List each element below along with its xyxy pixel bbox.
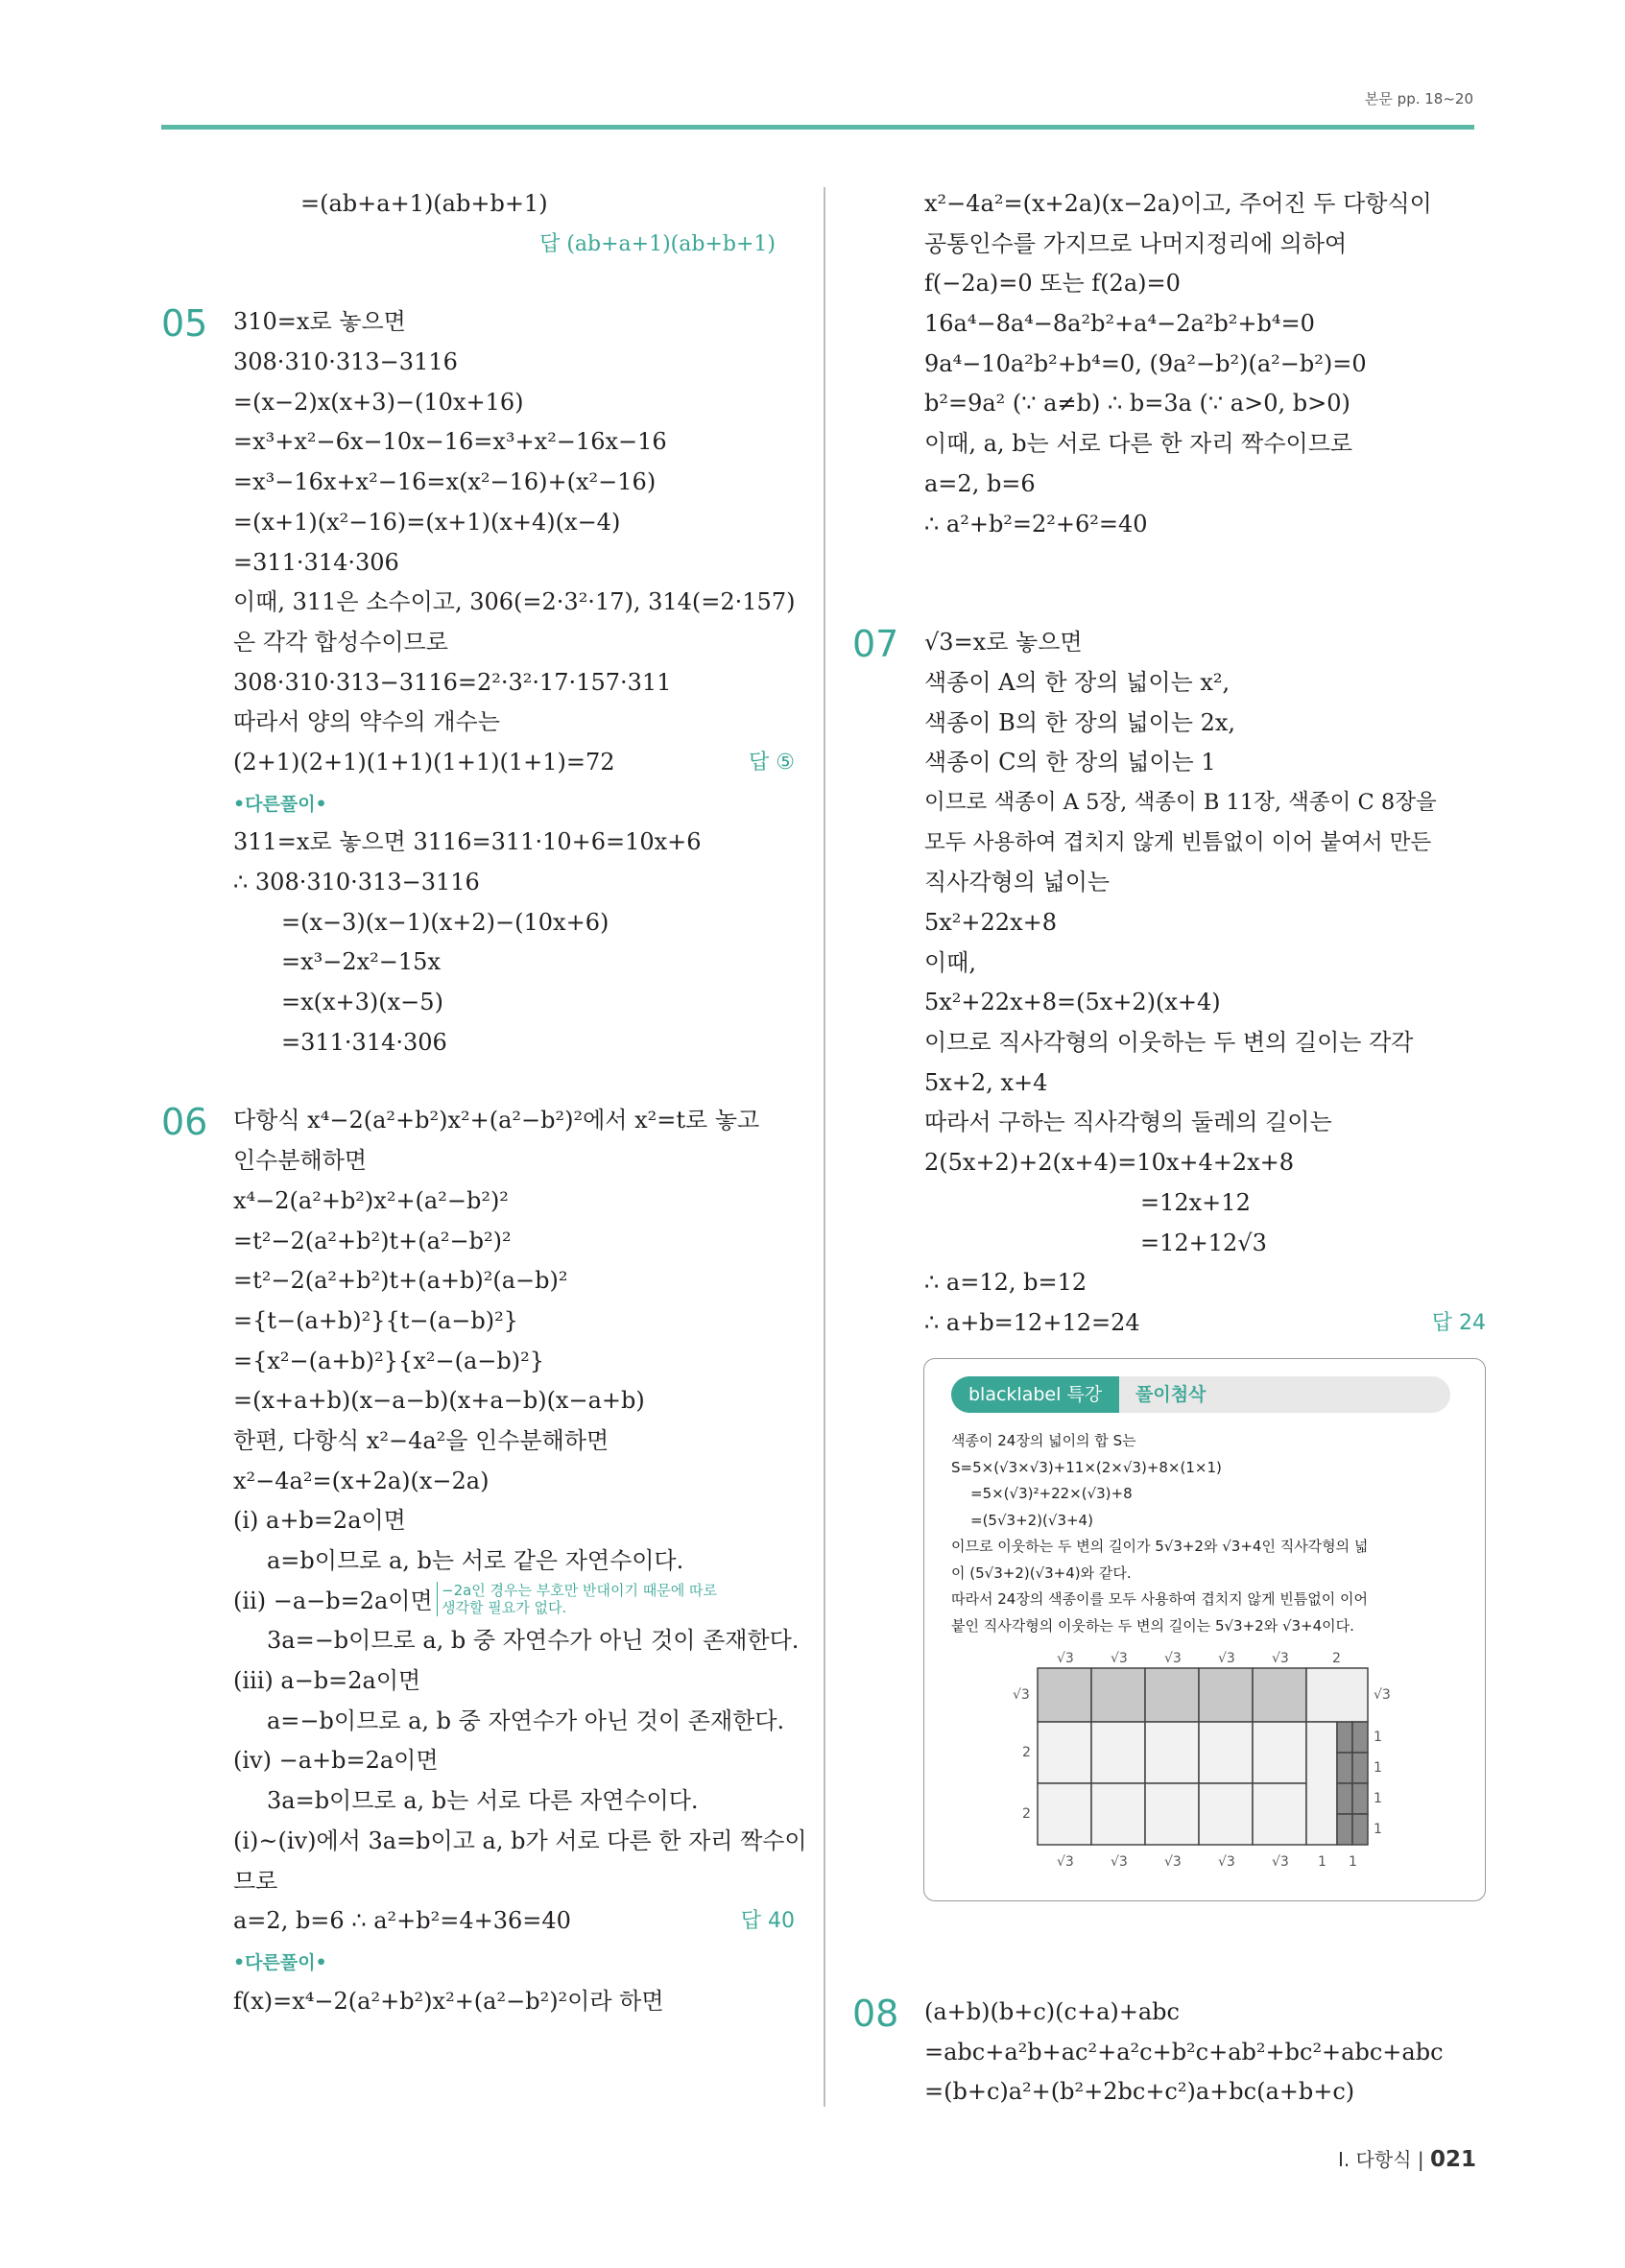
alt-label: •다른풀이•	[233, 793, 327, 815]
solution-line	[852, 1303, 1486, 1344]
solution-line: 이므로 색종이 A 5장, 색종이 B 11장, 색종이 C 8장을	[924, 789, 1437, 815]
solution-line: (ⅰ)~(ⅳ)에서 3a=b이고 a, b가 서로 다른 한 자리 짝수이	[233, 1826, 807, 1854]
alt-solution-label	[161, 1942, 795, 1982]
case-line: (ⅲ) a−b=2a이면	[233, 1667, 421, 1695]
dim-label: 2	[1332, 1651, 1341, 1666]
solution-line: =x(x+3)(x−5)	[281, 989, 443, 1016]
dim-label: √3	[1111, 1854, 1128, 1870]
note-line: 생각할 필요가 없다.	[442, 1599, 567, 1616]
solution-line	[161, 1901, 795, 1942]
footer-separator: |	[1417, 2148, 1424, 2171]
solution-line	[161, 743, 795, 783]
solution-line: 310=x로 놓으면	[233, 308, 406, 336]
case-line: (ⅳ) −a+b=2a이면	[233, 1747, 439, 1775]
solution-line: 색종이 B의 한 장의 넓이는 2x,	[924, 708, 1236, 736]
dim-label: √3	[1218, 1854, 1235, 1870]
solution-line: 2(5x+2)+2(x+4)=10x+4+2x+8	[924, 1149, 1295, 1177]
dim-label: √3	[1218, 1651, 1235, 1666]
question-08	[852, 1993, 1486, 2113]
solution-line: 인수분해하면	[233, 1147, 368, 1175]
question-number: 07	[852, 623, 899, 666]
box-line: 이므로 이웃하는 두 변의 길이가 5√3+2와 √3+4인 직사각형의 넓	[951, 1538, 1369, 1555]
dim-label: 1	[1374, 1760, 1382, 1776]
box-line: 색종이 24장의 넓이의 합 S는	[951, 1432, 1136, 1449]
dim-label: 1	[1374, 1730, 1382, 1745]
box-line: S=5×(√3×√3)+11×(2×√3)+8×(1×1)	[951, 1458, 1222, 1476]
blacklabel-special-box	[923, 1358, 1486, 1901]
dim-label: 2	[1022, 1745, 1031, 1760]
solution-line: 3a=−b이므로 a, b 중 자연수가 아닌 것이 존재한다.	[267, 1627, 800, 1655]
solution-line: 9a⁴−10a²b²+b⁴=0, (9a²−b²)(a²−b²)=0	[924, 349, 1367, 377]
box-line: =(5√3+2)(√3+4)	[970, 1511, 1093, 1529]
answer-label: 답 40	[740, 1909, 795, 1934]
question-number: 05	[161, 302, 208, 346]
solution-line: =(x−3)(x−1)(x+2)−(10x+6)	[281, 908, 609, 936]
question-number: 06	[161, 1101, 208, 1144]
solution-text: (2+1)(2+1)(1+1)(1+1)(1+1)=72	[233, 748, 615, 776]
solution-line: a=2, b=6	[924, 469, 1036, 497]
solution-line: 이므로 직사각형의 이웃하는 두 변의 길이는 각각	[924, 1029, 1414, 1057]
note-line: −2a인 경우는 부호만 반대이기 때문에 따로	[442, 1582, 717, 1599]
dim-label: √3	[1057, 1651, 1074, 1666]
case-line: (ⅱ) −a−b=2a이면	[233, 1587, 433, 1614]
header-rule	[161, 125, 1474, 130]
solution-line: f(−2a)=0 또는 f(2a)=0	[924, 270, 1181, 298]
solution-line: ∴ a=12, b=12	[924, 1269, 1087, 1297]
solution-line: 308·310·313−3116=2²·3²·17·157·311	[233, 668, 672, 696]
dim-label: √3	[1111, 1651, 1128, 1666]
box-line: 이 (5√3+2)(√3+4)와 같다.	[951, 1564, 1132, 1582]
question-number: 08	[852, 1993, 899, 2035]
question-07	[852, 623, 1486, 1343]
solution-line: 공통인수를 가지므로 나머지정리에 의하여	[924, 229, 1348, 257]
tile-a-row	[1038, 1668, 1368, 1722]
dim-label: 1	[1318, 1854, 1326, 1870]
solution-line: =(x+a+b)(x−a−b)(x+a−b)(x−a+b)	[233, 1387, 645, 1415]
dim-label: 2	[1022, 1806, 1031, 1822]
solution-line: 5x²+22x+8=(5x+2)(x+4)	[924, 989, 1221, 1016]
dim-label: √3	[1057, 1854, 1074, 1870]
dim-label: √3	[1272, 1651, 1289, 1666]
solution-line: 5x²+22x+8	[924, 909, 1057, 936]
right-column	[852, 184, 1486, 1344]
solution-line: 따라서 구하는 직사각형의 둘레의 길이는	[924, 1109, 1332, 1136]
answer-label: 답 24	[1431, 1310, 1486, 1335]
solution-line: =t²−2(a²+b²)t+(a+b)²(a−b)²	[233, 1267, 568, 1295]
solution-line: =12+12√3	[1140, 1229, 1267, 1256]
solution-line: 므로	[233, 1867, 278, 1895]
solution-line: 이때,	[924, 948, 976, 976]
solution-line: 16a⁴−8a⁴−8a²b²+a⁴−2a²b²+b⁴=0	[924, 310, 1315, 338]
box-body	[951, 1428, 1470, 1639]
solution-line: 3a=b이므로 a, b는 서로 다른 자연수이다.	[267, 1787, 699, 1815]
solution-line: =t²−2(a²+b²)t+(a²−b²)²	[233, 1227, 512, 1254]
solution-line: 이때, 311은 소수이고, 306(=2·3²·17), 314(=2·157)	[233, 588, 796, 616]
solution-line: =12x+12	[1140, 1188, 1251, 1216]
solution-line: ={x²−(a+b)²}{x²−(a−b)²}	[233, 1347, 544, 1374]
page-reference: 본문 pp. 18~20	[1364, 90, 1473, 107]
box-tag: blacklabel 특강	[951, 1376, 1119, 1413]
solution-line: 색종이 C의 한 장의 넓이는 1	[924, 749, 1216, 776]
solution-line: 모두 사용하여 겹치지 않게 빈틈없이 이어 붙여서 만든	[924, 829, 1432, 855]
dim-label: √3	[1272, 1854, 1289, 1870]
chapter-label: Ⅰ. 다항식	[1337, 2148, 1412, 2171]
solution-line: ∴ a²+b²=2²+6²=40	[924, 510, 1148, 537]
solution-line: √3=x로 놓으면	[924, 629, 1083, 657]
page-number: 021	[1429, 2147, 1476, 2172]
solution-text: ∴ a+b=12+12=24	[924, 1308, 1140, 1336]
solution-line: (a+b)(b+c)(c+a)+abc	[924, 1998, 1180, 2025]
dim-label: √3	[1013, 1687, 1030, 1703]
box-line: 따라서 24장의 색종이를 모두 사용하여 겹치지 않게 빈틈없이 이어	[951, 1590, 1368, 1608]
solution-line: =abc+a²b+ac²+a²c+b²c+ab²+bc²+abc+abc	[924, 2038, 1444, 2065]
tile-rectangle-figure	[1009, 1649, 1393, 1879]
dim-label: √3	[1374, 1687, 1391, 1703]
solution-line: =311·314·306	[281, 1028, 447, 1056]
solution-line: =x³−2x²−15x	[281, 948, 441, 976]
alt-solution-label	[161, 783, 795, 824]
solution-line: =x³+x²−6x−10x−16=x³+x²−16x−16	[233, 428, 667, 456]
box-line: =5×(√3)²+22×(√3)+8	[970, 1485, 1133, 1502]
solution-line: 5x+2, x+4	[924, 1068, 1048, 1096]
box-title: 풀이첨삭	[1135, 1384, 1207, 1405]
solution-line: ={t−(a+b)²}{t−(a−b)²}	[233, 1306, 518, 1334]
solution-text: a=2, b=6 ∴ a²+b²=4+36=40	[233, 1907, 571, 1935]
solution-line: =(ab+a+1)(ab+b+1)	[300, 190, 548, 217]
question-06	[161, 1101, 807, 2021]
dim-label: 1	[1374, 1791, 1382, 1806]
alt-label: •다른풀이•	[233, 1951, 327, 1973]
solution-line: =311·314·306	[233, 548, 399, 576]
solution-line: 직사각형의 넓이는	[924, 869, 1111, 896]
page-footer	[1338, 2144, 1476, 2172]
box-header	[951, 1376, 1450, 1413]
dim-label: 1	[1349, 1854, 1357, 1870]
solution-line: 311=x로 놓으면 3116=311·10+6=10x+6	[233, 828, 702, 856]
solution-line: 한편, 다항식 x²−4a²을 인수분해하면	[233, 1426, 609, 1454]
solution-line: 308·310·313−3116	[233, 348, 458, 376]
answer-label: 답 (ab+a+1)(ab+b+1)	[539, 231, 776, 256]
column-divider	[824, 187, 825, 2107]
solution-line: =x³−16x+x²−16=x(x²−16)+(x²−16)	[233, 468, 657, 496]
solution-line: =(x−2)x(x+3)−(10x+16)	[233, 388, 524, 416]
solution-line: f(x)=x⁴−2(a²+b²)x²+(a²−b²)²이라 하면	[233, 1987, 664, 2015]
solution-line: ∴ 308·310·313−3116	[233, 869, 480, 895]
solution-line: b²=9a² (∵ a≠b) ∴ b=3a (∵ a>0, b>0)	[924, 390, 1350, 418]
solution-line: x²−4a²=(x+2a)(x−2a)이고, 주어진 두 다항식이	[924, 190, 1432, 217]
dim-label: 1	[1374, 1822, 1382, 1837]
solution-line: x⁴−2(a²+b²)x²+(a²−b²)²	[233, 1186, 509, 1214]
tile-c-grid	[1337, 1722, 1368, 1845]
answer-label: 답 ⑤	[749, 750, 795, 775]
solution-line: a=−b이므로 a, b 중 자연수가 아닌 것이 존재한다.	[267, 1707, 785, 1734]
box-line: 붙인 직사각형의 이웃하는 두 변의 길이는 5√3+2와 √3+4이다.	[951, 1616, 1354, 1635]
solution-line: 은 각각 합성수이므로	[233, 628, 448, 656]
solution-line: a=b이므로 a, b는 서로 같은 자연수이다.	[267, 1547, 684, 1574]
left-column	[161, 184, 807, 2021]
solution-line: 다항식 x⁴−2(a²+b²)x²+(a²−b²)²에서 x²=t로 놓고	[233, 1107, 760, 1134]
solution-line: 색종이 A의 한 장의 넓이는 x²,	[924, 668, 1231, 696]
solution-line: 이때, a, b는 서로 다른 한 자리 짝수이므로	[924, 430, 1353, 458]
solution-line: 따라서 양의 약수의 개수는	[233, 708, 500, 736]
dim-label: √3	[1164, 1651, 1182, 1666]
solution-line: x²−4a²=(x+2a)(x−2a)	[233, 1467, 490, 1494]
answer-line	[161, 225, 795, 265]
margin-note	[437, 1582, 717, 1616]
dim-label: √3	[1164, 1854, 1182, 1870]
solution-line: =(b+c)a²+(b²+2bc+c²)a+bc(a+b+c)	[924, 2078, 1355, 2106]
solution-line: =(x+1)(x²−16)=(x+1)(x+4)(x−4)	[233, 508, 621, 536]
case-line: (ⅰ) a+b=2a이면	[233, 1507, 406, 1535]
tile-b-rows	[1038, 1722, 1337, 1845]
question-05	[161, 302, 795, 1062]
